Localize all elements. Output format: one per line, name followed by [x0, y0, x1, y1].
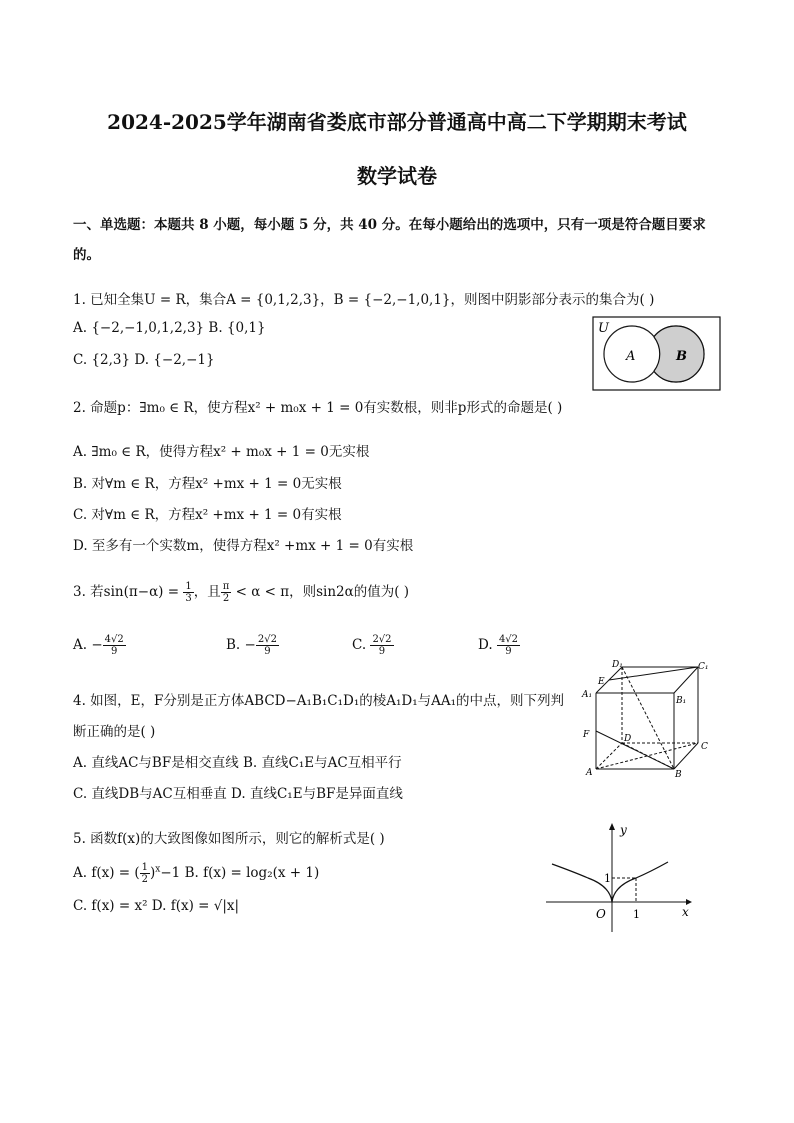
q1-stem: 1. 已知全集U = R，集合A = {0,1,2,3}，B = {−2,−1,0,1}，则图中阴影部分表示的集合为( )	[73, 292, 655, 308]
cube-label-c: C	[701, 742, 708, 752]
q4-stem-line2: 断正确的是( )	[73, 724, 156, 740]
page-title: 2024-2025学年湖南省娄底市部分普通高中高二下学期期末考试	[107, 110, 687, 134]
section-header-line1: 一、单选题：本题共 8 小题，每小题 5 分，共 40 分。在每小题给出的选项中，只有一项是符合题目要求	[73, 217, 706, 233]
q3-stem-pre: 3. 若sin(π−α) =	[73, 584, 180, 600]
q3-option-b: B. − $\frac{2√2}{9}$	[226, 634, 277, 657]
curve-right	[612, 862, 668, 902]
venn-label-u: U	[598, 321, 609, 336]
q5-options-cd: C. f(x) = x² D. f(x) = √|x|	[73, 898, 240, 914]
q3-stem	[73, 580, 409, 604]
function-graph	[544, 820, 696, 936]
axis-label-y: y	[620, 823, 627, 837]
cube-label-a1: A₁	[582, 690, 593, 700]
tick-label-x-one: 1	[633, 908, 640, 921]
cube-label-f: F	[583, 730, 590, 740]
page-subtitle: 数学试卷	[357, 164, 437, 188]
q3-option-c: C. $\frac{2√2}{9}$	[352, 634, 392, 657]
cube-label-c1: C₁	[698, 662, 709, 672]
q4-options-cd: C. 直线DB与AC互相垂直 D. 直线C₁E与BF是异面直线	[73, 786, 403, 802]
q2-option-c: C. 对∀m ∈ R，方程x² +mx + 1 = 0有实根	[73, 507, 342, 523]
q3-stem-post: < α < π，则sin2α的值为( )	[235, 584, 410, 600]
q2-option-d: D. 至多有一个实数m，使得方程x² +mx + 1 = 0有实根	[73, 538, 414, 554]
venn-diagram	[592, 316, 722, 392]
q2-option-a: A. ∃m₀ ∈ R，使得方程x² + m₀x + 1 = 0无实根	[73, 444, 370, 460]
origin-label: O	[596, 907, 606, 921]
cube-label-b1: B₁	[676, 696, 687, 706]
q3-option-d: D. $\frac{4√2}{9}$	[478, 634, 519, 657]
curve-left	[552, 864, 612, 902]
q3-frac-pi-half: $\frac{\pi}{2}$	[222, 581, 230, 604]
q5-stem: 5. 函数f(x)的大致图像如图所示，则它的解析式是( )	[73, 831, 385, 847]
q1-options-ab: A. {−2,−1,0,1,2,3} B. {0,1}	[73, 320, 266, 336]
venn-label-a: A	[626, 349, 636, 364]
cube-label-e: E	[598, 677, 605, 687]
cube-label-a: A	[586, 768, 593, 778]
q2-stem: 2. 命题p：∃m₀ ∈ R，使方程x² + m₀x + 1 = 0有实数根，则非p形式的命题是( )	[73, 400, 563, 416]
section-header-line2: 的。	[73, 247, 100, 263]
cube-label-d: D	[624, 734, 632, 744]
q5-options-ab: A. f(x) = ( $\frac{1}{2}$ )$^x$−1 B. f(x) = log₂(x + 1)	[73, 862, 320, 885]
cube-label-d1: D₁	[612, 660, 623, 670]
q2-option-b: B. 对∀m ∈ R，方程x² +mx + 1 = 0无实根	[73, 476, 342, 492]
q3-frac-one-third: $\frac{1}{3}$	[185, 581, 192, 604]
tick-label-y-one: 1	[604, 872, 611, 885]
venn-label-b: B	[676, 349, 687, 364]
cube-diagram	[578, 657, 718, 779]
q3-stem-mid: ，且	[193, 584, 221, 600]
q4-stem-line1: 4. 如图，E，F分别是正方体ABCD−A₁B₁C₁D₁的棱A₁D₁与AA₁的中点，则下列判	[73, 693, 565, 709]
cube-label-b: B	[675, 770, 682, 779]
axis-label-x: x	[682, 905, 689, 919]
q4-options-ab: A. 直线AC与BF是相交直线 B. 直线C₁E与AC互相平行	[73, 755, 402, 771]
q3-option-a: A. − $\frac{4√2}{9}$	[73, 634, 124, 657]
q1-options-cd: C. {2,3} D. {−2,−1}	[73, 352, 215, 368]
